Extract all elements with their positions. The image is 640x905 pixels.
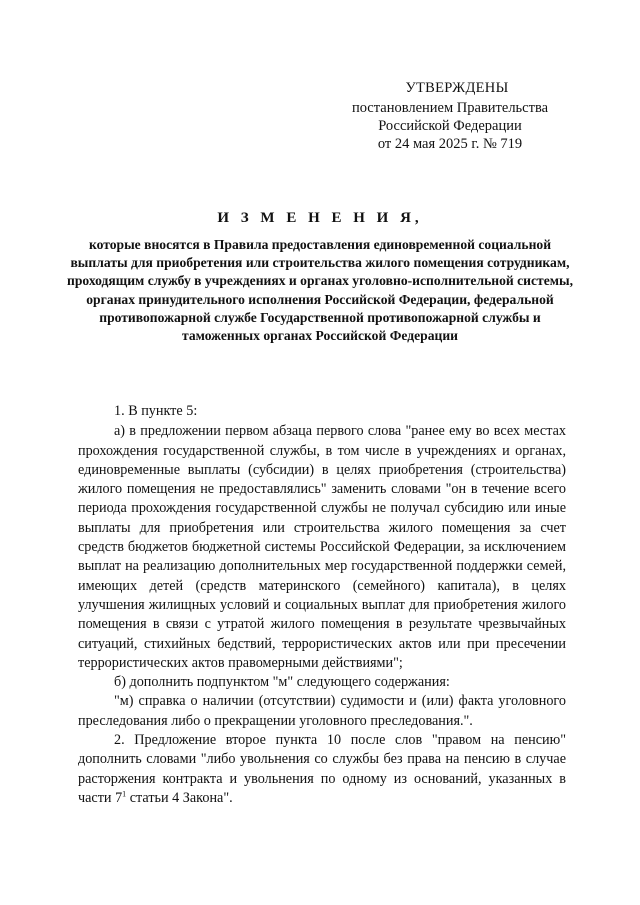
document-heading xyxy=(60,210,580,345)
approval-line-2: Российской Федерации xyxy=(378,118,522,134)
paragraph-item-2-start: 2. Предложение второе пункта 10 после слов "правом на пенсию" дополнить словами "либо увольнения со службы без права на пенсию в случае расторжения контракта и увольнения по одному из оснований, указанных в части 7 xyxy=(78,732,566,806)
paragraph-item-1a: а) в предложении первом абзаца первого слова "ранее ему во всех местах прохождения государственной службы, в том числе в учреждениях и органах, единовременные выплаты (субсидии) в целях приобретения (строительства) жилого помещения не предоставлялись" заменить словами "он в течение всего периода прохождения государственной службы не получал субсидию или иные выплаты для приобретения или строительства жилого помещения за счет средств бюджетов бюджетной системы Российской Федерации, за исключением выплат на реализацию дополнительных мер государственной поддержки семей, имеющих детей (средств материнского (семейного) капитала), в целях улучшения жилищных условий и социальных выплат для приобретения жилого помещения в связи с утратой жилого помещения в результате чрезвычайных ситуаций, стихийных бедствий, террористических актов или при пресечении террористических актов правомерными действиями"; xyxy=(78,423,566,671)
document-body xyxy=(78,402,566,808)
document-subtitle: которые вносятся в Правила предоставления единовременной социальной выплаты для приобретения или строительства жилого помещения сотрудникам, проходящим службу в учреждениях и органах уголовно-исполнительной системы, органах принудительного исполнения Российской Федерации, федеральной противопожарной службе Государственной противопожарной службы и таможенных органах Российской Федерации xyxy=(66,237,574,344)
approval-line-3: от 24 мая 2025 г. № 719 xyxy=(377,136,523,152)
paragraph-item-2-end: статьи 4 Закона". xyxy=(126,789,233,806)
approval-heading: УТВЕРЖДЕНЫ xyxy=(405,80,509,96)
paragraph-item-1b: б) дополнить подпунктом "м" следующего содержания: xyxy=(114,674,450,691)
approval-line-1: постановлением Правительства xyxy=(351,100,549,116)
superscript-1: 1 xyxy=(122,789,127,799)
document-title: И З М Е Н Е Н И Я, xyxy=(217,210,423,226)
paragraph-item-1: 1. В пункте 5: xyxy=(114,403,198,419)
paragraph-item-1b-text: "м) справка о наличии (отсутствии) судимости и (или) факта уголовного преследования либо о прекращении уголовного преследования.". xyxy=(78,693,566,729)
paragraph-item-2 xyxy=(78,731,566,808)
approval-block xyxy=(330,79,570,153)
